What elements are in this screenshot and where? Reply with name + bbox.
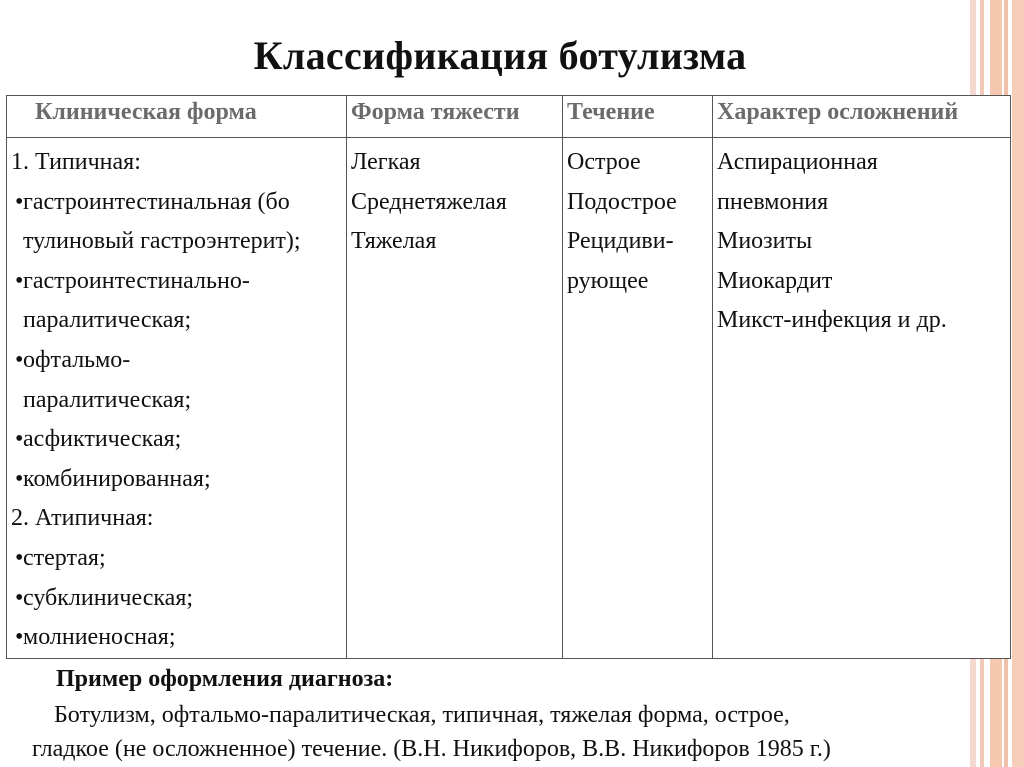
complication-item: Миозиты xyxy=(717,228,813,255)
complication-item: Микст-инфекция и др. xyxy=(717,307,947,334)
clinical-form-item xyxy=(11,262,342,302)
complication-item: Аспирационная xyxy=(717,149,878,175)
example-line: гладкое (не осложненное) течение. (В.Н. Никифоров, В.В. Никифоров 1985 г.) xyxy=(32,736,831,762)
complication-item: пневмония xyxy=(717,188,829,215)
course-cell xyxy=(563,138,713,659)
clinical-form-text: молниеносная; xyxy=(23,624,176,651)
clinical-form-text: субклиническая; xyxy=(23,584,194,611)
clinical-form-heading: 1. Типичная: xyxy=(11,149,141,175)
clinical-form-text: стертая; xyxy=(23,544,106,571)
clinical-form-heading: 2. Атипичная: xyxy=(11,505,154,532)
slide-title: Классификация ботулизма xyxy=(253,33,747,78)
header-clinical-form: Клиническая форма xyxy=(7,96,347,138)
clinical-form-cell xyxy=(7,138,347,659)
clinical-form-text: паралитическая; xyxy=(23,386,192,413)
header-severity: Форма тяжести xyxy=(347,96,563,138)
clinical-form-item xyxy=(11,618,342,658)
severity-item: Легкая xyxy=(351,149,421,175)
complication-item: Миокардит xyxy=(717,267,833,294)
course-item: Рецидиви- xyxy=(567,228,674,255)
stripe xyxy=(1012,0,1024,767)
example-line: Ботулизм, офтальмо-паралитическая, типичная, тяжелая форма, острое, xyxy=(54,702,790,728)
clinical-form-item xyxy=(11,579,342,619)
clinical-form-text: тулиновый гастроэнтерит); xyxy=(23,228,301,255)
bullet-icon: • xyxy=(15,346,24,373)
clinical-form-text: комбинированная; xyxy=(23,465,211,492)
header-complications: Характер осложнений xyxy=(713,96,1011,138)
bullet-icon: • xyxy=(15,624,24,651)
bullet-icon: • xyxy=(15,426,24,453)
table-header-row xyxy=(7,96,1011,138)
bullet-icon: • xyxy=(15,188,24,215)
course-item: Подострое xyxy=(567,188,677,215)
clinical-form-text: офтальмо- xyxy=(23,346,131,373)
clinical-form-text: паралитическая; xyxy=(23,307,192,334)
clinical-form-item xyxy=(11,341,342,381)
severity-cell xyxy=(347,138,563,659)
clinical-form-item xyxy=(11,539,342,579)
clinical-form-text: асфиктическая; xyxy=(23,426,182,453)
bullet-icon: • xyxy=(15,267,24,294)
clinical-form-item xyxy=(11,420,342,460)
clinical-form-item xyxy=(11,460,342,500)
severity-item: Среднетяжелая xyxy=(351,188,507,215)
bullet-icon: • xyxy=(15,465,24,492)
bullet-icon: • xyxy=(15,544,24,571)
clinical-form-item xyxy=(11,183,342,223)
clinical-form-text: гастроинтестинальная (бо xyxy=(23,188,290,215)
header-course: Течение xyxy=(563,96,713,138)
example-title: Пример оформления диагноза: xyxy=(56,666,394,692)
clinical-form-text: гастроинтестинально- xyxy=(23,267,250,294)
complications-cell xyxy=(713,138,1011,659)
course-item: рующее xyxy=(567,267,649,294)
table-row xyxy=(7,138,1011,659)
severity-item: Тяжелая xyxy=(351,228,437,255)
course-item: Острое xyxy=(567,149,641,175)
classification-table xyxy=(6,95,1011,659)
bullet-icon: • xyxy=(15,584,24,611)
